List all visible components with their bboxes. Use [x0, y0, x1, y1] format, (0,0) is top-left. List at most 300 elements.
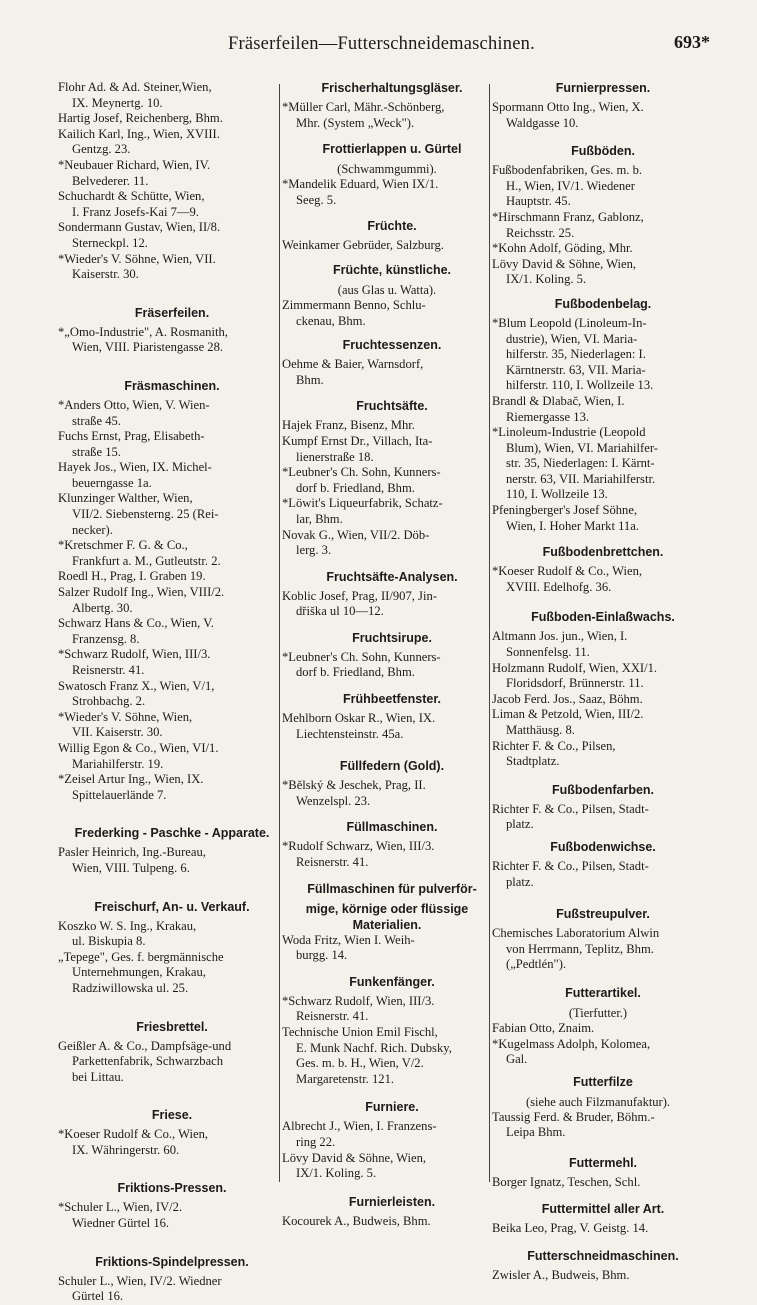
category-block — [492, 985, 704, 1068]
entry-address-line: VII/2. Siebensterng. 25 (Rei- — [72, 507, 219, 522]
category-heading: Frühbeetfenster. — [343, 692, 441, 707]
category-heading: Futterschneidmaschinen. — [527, 1249, 679, 1264]
entry-name-line: Zwisler A., Budweis, Bhm. — [492, 1268, 630, 1283]
entry-name-line: Weinkamer Gebrüder, Salzburg. — [282, 238, 444, 253]
entry-name-line: Mehlborn Oskar R., Wien, IX. — [282, 711, 436, 726]
directory-entry — [58, 398, 276, 429]
entry-list — [492, 100, 704, 131]
entry-name-line: Kailich Karl, Ing., Wien, XVIII. — [58, 126, 220, 141]
category-heading: Friese. — [151, 1108, 193, 1123]
category-heading: Fräserfeilen. — [134, 305, 210, 320]
directory-entry — [58, 919, 276, 950]
entry-name-line: Fußbodenfabriken, Ges. m. b. — [492, 163, 643, 178]
entry-name-line: Liman & Petzold, Wien, III/2. — [492, 707, 644, 722]
directory-entry — [282, 933, 492, 964]
category-block — [282, 337, 492, 388]
category-block — [58, 1254, 276, 1305]
category-heading: Futterartikel. — [565, 985, 641, 1000]
entry-name-line: Altmann Jos. jun., Wien, I. — [492, 629, 628, 644]
entry-name-line: Spormann Otto Ing., Wien, X. — [492, 100, 644, 114]
entry-list — [492, 859, 704, 890]
directory-entry — [282, 650, 492, 681]
directory-entry — [58, 950, 276, 997]
category-heading: Furniere. — [365, 1100, 419, 1115]
entry-name-line: *Linoleum-Industrie (Leopold — [492, 425, 646, 440]
directory-entry — [492, 210, 704, 241]
directory-entry — [58, 741, 276, 772]
directory-entry — [282, 839, 492, 870]
entry-name-line: *Koeser Rudolf & Co., Wien, — [492, 564, 643, 579]
entry-address-line: IX/1. Koling. 5. — [506, 272, 587, 287]
entry-address-line: 110, I. Wollzeile 13. — [506, 487, 608, 502]
category-block — [282, 691, 492, 742]
entry-list — [282, 238, 492, 254]
entry-address-line: Gal. — [506, 1052, 528, 1067]
directory-entry — [282, 1119, 492, 1150]
category-block — [58, 378, 276, 803]
entry-address-line: Gürtel 16. — [72, 1289, 124, 1304]
directory-entry — [492, 1110, 704, 1141]
category-heading: Fußböden. — [571, 144, 635, 159]
entry-name-line: *Löwit's Liqueurfabrik, Schatz- — [282, 496, 443, 511]
category-subheading: (Schwammgummi). — [337, 162, 437, 177]
directory-entry — [58, 569, 276, 585]
entry-address-line: Mhr. (System „Weck"). — [296, 115, 415, 130]
entry-name-line: *Bělský & Jeschek, Prag, II. — [282, 778, 426, 793]
entry-name-line: *Rudolf Schwarz, Wien, III/3. — [282, 839, 435, 854]
category-block — [58, 1107, 276, 1158]
entry-address-line: Albertg. 30. — [72, 600, 133, 615]
entry-name-line: Salzer Rudolf Ing., Wien, VIII/2. — [58, 585, 225, 600]
directory-entry — [282, 1025, 492, 1087]
entry-address-line: platz. — [506, 817, 534, 832]
category-block — [282, 819, 492, 870]
category-block — [58, 899, 276, 997]
entry-address-line: Franzensg. 8. — [72, 631, 140, 646]
entry-address-line: Kaiserstr. 30. — [72, 267, 139, 282]
entry-name-line: Pfeningberger's Josef Söhne, — [492, 503, 638, 518]
category-heading: Funkenfänger. — [349, 974, 435, 989]
directory-entry — [58, 679, 276, 710]
entry-list — [58, 1039, 276, 1086]
directory-entry — [58, 460, 276, 491]
directory-entry — [492, 707, 704, 738]
entry-name-line: Sondermann Gustav, Wien, II/8. — [58, 220, 221, 235]
category-heading: Futtermehl. — [568, 1155, 638, 1170]
category-block — [282, 262, 492, 329]
entry-address-line: hilferstr. 35, Niederlagen: I. — [506, 347, 646, 362]
category-block — [58, 305, 276, 356]
entry-name-line: Brandl & Dlabač, Wien, I. — [492, 393, 625, 408]
category-heading: Füllmaschinen. — [346, 820, 438, 835]
category-block — [492, 1155, 704, 1191]
entry-name-line: Borger Ignatz, Teschen, Schl. — [492, 1174, 641, 1189]
entry-list — [492, 1110, 704, 1141]
entry-address-line: lienerstraße 18. — [296, 449, 374, 464]
category-heading: Friktions-Spindelpressen. — [95, 1254, 249, 1269]
entry-address-line: IX. Währingerstr. 60. — [72, 1142, 180, 1157]
entry-list — [58, 845, 276, 876]
entry-address-line: E. Munk Nachf. Rich. Dubsky, — [296, 1040, 452, 1055]
entry-address-line: Reisnerstr. 41. — [72, 663, 145, 677]
entry-name-line: Kocourek A., Budweis, Bhm. — [282, 1213, 431, 1228]
directory-entry — [58, 585, 276, 616]
category-block — [492, 906, 704, 973]
directory-entry — [492, 316, 704, 394]
entry-name-line: Zimmermann Benno, Schlu- — [282, 297, 426, 312]
entry-name-line: *Schwarz Rudolf, Wien, III/3. — [58, 647, 211, 662]
entry-address-line: Leipa Bhm. — [506, 1125, 566, 1140]
category-heading: Futtermittel aller Art. — [541, 1201, 665, 1216]
category-heading: Frederking - Paschke - Apparate. — [74, 826, 270, 841]
category-heading-continuation: Materialien. — [352, 917, 422, 932]
category-heading: Frottierlappen u. Gürtel — [322, 142, 462, 157]
entry-address-line: Seeg. 5. — [296, 192, 337, 207]
entry-name-line: *Schwarz Rudolf, Wien, III/3. — [282, 993, 435, 1008]
category-block — [58, 1019, 276, 1086]
directory-entry — [282, 465, 492, 496]
entry-name-line: *Zeisel Artur Ing., Wien, IX. — [58, 772, 204, 787]
category-heading: Fußstreupulver. — [556, 907, 650, 922]
entry-name-line: *Wieder's V. Söhne, Wien, VII. — [58, 251, 216, 266]
entry-name-line: Holzmann Rudolf, Wien, XXI/1. — [492, 660, 658, 675]
entry-address-line: lerg. 3. — [296, 543, 332, 558]
entry-address-line: dorf b. Friedland, Bhm. — [296, 480, 415, 495]
entry-name-line: *Koeser Rudolf & Co., Wien, — [58, 1127, 209, 1142]
entry-address-line: straße 15. — [72, 444, 121, 459]
entry-address-line: Reichsstr. 25. — [506, 225, 575, 240]
entry-list — [282, 298, 492, 329]
directory-entry — [282, 238, 492, 254]
entry-name-line: *Kohn Adolf, Göding, Mhr. — [492, 241, 633, 256]
directory-entry — [58, 429, 276, 460]
entry-list — [282, 1214, 492, 1230]
entry-address-line: H., Wien, IV/1. Wiedener — [506, 178, 635, 193]
entry-list — [492, 316, 704, 534]
entry-list — [58, 1274, 276, 1305]
entry-name-line: Flohr Ad. & Ad. Steiner,Wien, — [58, 80, 212, 94]
entry-address-line: Gentzg. 23. — [72, 142, 131, 157]
page-title: Fräserfeilen—Futterschneidemaschinen. — [228, 34, 535, 54]
entry-address-line: platz. — [506, 874, 534, 889]
entry-address-line: beuerngasse 1a. — [72, 475, 152, 490]
entry-address-line: Riemergasse 13. — [506, 409, 590, 424]
entry-address-line: dorf b. Friedland, Bhm. — [296, 665, 415, 680]
entry-list — [58, 80, 276, 283]
entry-name-line: Fuchs Ernst, Prag, Elisabeth- — [58, 429, 205, 444]
directory-entry — [282, 100, 492, 131]
directory-entry — [492, 100, 704, 131]
entry-address-line: I. Franz Josefs-Kai 7—9. — [72, 204, 199, 219]
directory-entry — [282, 994, 492, 1025]
entry-list — [58, 398, 276, 803]
entry-address-line: von Herrmann, Teplitz, Bhm. — [506, 941, 654, 956]
category-block — [492, 1248, 704, 1284]
entry-address-line: Reisnerstr. 41. — [296, 1009, 369, 1024]
entry-name-line: *Wieder's V. Söhne, Wien, — [58, 709, 193, 724]
category-block — [492, 1201, 704, 1237]
directory-entry — [58, 1200, 276, 1231]
entry-name-line: Hajek Franz, Bisenz, Mhr. — [282, 418, 415, 433]
directory-entry — [58, 80, 276, 111]
entry-name-line: *Hirschmann Franz, Gablonz, — [492, 209, 644, 224]
entry-list — [492, 629, 704, 769]
entry-address-line: Sterneckpl. 12. — [72, 235, 148, 250]
entry-name-line: Taussig Ferd. & Bruder, Böhm.- — [492, 1109, 655, 1124]
directory-entry — [58, 325, 276, 356]
category-block — [492, 782, 704, 833]
entry-address-line: Hauptstr. 45. — [506, 194, 571, 209]
entry-address-line: Reisnerstr. 41. — [296, 855, 369, 870]
category-block — [282, 630, 492, 681]
entry-name-line: Hayek Jos., Wien, IX. Michel- — [58, 460, 212, 475]
directory-entry — [492, 241, 704, 257]
directory-entry — [58, 1127, 276, 1158]
directory-entry — [58, 220, 276, 251]
entry-name-line: „Tepege", Ges. f. bergmännische — [58, 949, 224, 964]
entry-address-line: Margaretenstr. 121. — [296, 1071, 395, 1086]
entry-name-line: Richter F. & Co., Pilsen, Stadt- — [492, 858, 649, 873]
entry-address-line: Wien, VIII. Piaristengasse 28. — [72, 340, 224, 355]
entry-address-line: lar, Bhm. — [296, 511, 343, 526]
entry-address-line: Wiedner Gürtel 16. — [72, 1216, 170, 1231]
category-heading: Früchte, künstliche. — [332, 262, 452, 277]
directory-entry — [492, 394, 704, 425]
category-block — [282, 569, 492, 620]
entry-address-line: Sonnenfelsg. 11. — [506, 645, 590, 660]
entry-name-line: *„Omo-Industrie", A. Rosmanith, — [58, 324, 228, 339]
entry-list — [282, 418, 492, 558]
category-heading: Furnierpressen. — [555, 81, 651, 95]
entry-address-line: Mariahilferstr. 19. — [72, 756, 164, 771]
category-heading: Fußbodenwichse. — [550, 839, 656, 854]
directory-entry — [492, 257, 704, 288]
entry-list — [282, 177, 492, 208]
entry-address-line: ckenau, Bhm. — [296, 313, 366, 328]
directory-entry — [492, 1268, 704, 1284]
entry-name-line: *Neubauer Richard, Wien, IV. — [58, 157, 211, 172]
directory-entry — [492, 1037, 704, 1068]
entry-address-line: Spittelauerlände 7. — [72, 787, 167, 802]
directory-entry — [282, 778, 492, 809]
entry-list — [492, 1175, 704, 1191]
entry-name-line: *Schuler L., Wien, IV/2. — [58, 1200, 183, 1215]
entry-address-line: Wenzelspl. 23. — [296, 793, 371, 808]
entry-list — [282, 778, 492, 809]
category-block — [58, 80, 276, 283]
entry-address-line: straße 45. — [72, 413, 121, 428]
category-heading: Fußboden-Einlaßwachs. — [531, 610, 675, 625]
column-divider — [279, 84, 280, 1182]
directory-entry — [58, 845, 276, 876]
directory-entry — [58, 252, 276, 283]
directory-entry — [282, 298, 492, 329]
column-1 — [58, 80, 276, 1305]
category-block — [282, 1194, 492, 1230]
entry-name-line: Chemisches Laboratorium Alwin — [492, 926, 660, 941]
entry-list — [492, 926, 704, 973]
entry-address-line: ul. Biskupia 8. — [72, 934, 146, 949]
entry-address-line: Blum), Wien, VI. Mariahilfer- — [506, 440, 658, 455]
entry-address-line: Parkettenfabrik, Schwarzbach — [72, 1054, 224, 1069]
entry-list — [492, 1221, 704, 1237]
entry-name-line: Novak G., Wien, VII/2. Döb- — [282, 527, 430, 542]
entry-address-line: VII. Kaiserstr. 30. — [72, 725, 163, 740]
page-number: 693* — [674, 32, 710, 52]
entry-address-line: dřiška ul 10—12. — [296, 604, 384, 619]
entry-address-line: bei Littau. — [72, 1069, 124, 1084]
entry-list — [282, 650, 492, 681]
directory-entry — [492, 802, 704, 833]
category-block — [282, 1099, 492, 1181]
entry-address-line: necker). — [72, 522, 113, 537]
entry-name-line: *Müller Carl, Mähr.-Schönberg, — [282, 100, 445, 114]
entry-address-line: Wien, I. Hoher Markt 11a. — [506, 518, 639, 533]
entry-list — [282, 1119, 492, 1181]
category-block — [282, 758, 492, 809]
category-heading: Friktions-Pressen. — [117, 1181, 227, 1196]
directory-entry — [282, 496, 492, 527]
entry-name-line: *Anders Otto, Wien, V. Wien- — [58, 397, 210, 412]
category-block — [492, 296, 704, 534]
entry-address-line: Frankfurt a. M., Gutleutstr. 2. — [72, 553, 221, 568]
directory-entry — [492, 1221, 704, 1237]
directory-entry — [58, 189, 276, 220]
entry-list — [58, 919, 276, 997]
entry-name-line: Schwarz Hans & Co., Wien, V. — [58, 616, 214, 631]
entry-name-line: Richter F. & Co., Pilsen, Stadt- — [492, 801, 649, 816]
entry-address-line: dustrie), Wien, VI. Maria- — [506, 331, 638, 346]
category-heading-continuation: mige, körnige oder flüssige — [305, 901, 469, 916]
category-subheading: (Tierfutter.) — [568, 1005, 628, 1020]
category-heading: Futterfilze — [573, 1074, 633, 1089]
entry-name-line: Albrecht J., Wien, I. Franzens- — [282, 1119, 437, 1134]
entry-name-line: Technische Union Emil Fischl, — [282, 1025, 438, 1039]
category-heading: Furnierleisten. — [348, 1194, 436, 1209]
directory-entry — [58, 647, 276, 678]
entry-address-line: Bhm. — [296, 372, 324, 387]
category-heading: Fruchtsirupe. — [352, 630, 432, 645]
entry-name-line: Richter F. & Co., Pilsen, — [492, 738, 616, 753]
category-block — [282, 881, 492, 964]
entry-address-line: IX/1. Koling. 5. — [296, 1166, 377, 1181]
directory-entry — [58, 616, 276, 647]
directory-entry — [492, 692, 704, 708]
entry-name-line: Oehme & Baier, Warnsdorf, — [282, 357, 424, 372]
directory-entry — [282, 434, 492, 465]
entry-address-line: IX. Meynertg. 10. — [72, 95, 163, 110]
entry-list — [58, 1127, 276, 1158]
entry-list — [492, 564, 704, 595]
entry-list — [58, 1200, 276, 1231]
entry-list — [58, 325, 276, 356]
category-heading: Fußbodenfarben. — [551, 782, 655, 797]
entry-address-line: str. 35, Niederlagen: I. Kärnt- — [506, 456, 655, 471]
directory-entry — [492, 661, 704, 692]
entry-address-line: Stadtplatz. — [506, 754, 560, 769]
entry-address-line: Waldgasse 10. — [506, 115, 579, 130]
directory-entry — [492, 163, 704, 210]
category-heading: Frischerhaltungsgläser. — [321, 81, 463, 95]
entry-address-line: Wien, VIII. Tulpeng. 6. — [72, 860, 190, 875]
directory-entry — [492, 425, 704, 503]
entry-name-line: *Kretschmer F. G. & Co., — [58, 538, 188, 553]
entry-name-line: Kumpf Ernst Dr., Villach, Ita- — [282, 433, 433, 448]
category-heading: Füllfedern (Gold). — [339, 759, 445, 774]
entry-name-line: Swatosch Franz X., Wien, V/1, — [58, 678, 215, 693]
directory-entry — [58, 538, 276, 569]
entry-address-line: Floridsdorf, Brünnerstr. 11. — [506, 676, 644, 691]
category-heading: Fruchtsäfte-Analysen. — [326, 569, 458, 584]
entry-list — [282, 933, 492, 964]
entry-list — [282, 357, 492, 388]
entry-name-line: Lövy David & Söhne, Wien, — [282, 1150, 427, 1165]
category-block — [58, 825, 276, 876]
category-subheading: (siehe auch Filzmanufaktur). — [525, 1094, 671, 1109]
category-subheading: (aus Glas u. Watta). — [337, 282, 437, 297]
category-heading: Freischurf, An- u. Verkauf. — [94, 899, 250, 914]
entry-list — [492, 802, 704, 833]
entry-name-line: Koblic Josef, Prag, II/907, Jin- — [282, 588, 437, 603]
category-block — [492, 544, 704, 595]
directory-entry — [58, 772, 276, 803]
directory-entry — [492, 564, 704, 595]
directory-entry — [282, 357, 492, 388]
directory-entry — [282, 1151, 492, 1182]
entry-list — [282, 100, 492, 131]
entry-address-line: nerstr. 63, VII. Mariahilferstr. — [506, 471, 656, 486]
directory-entry — [492, 503, 704, 534]
category-block — [282, 141, 492, 208]
category-block — [58, 1180, 276, 1231]
directory-entry — [58, 710, 276, 741]
category-heading: Fußbodenbelag. — [554, 296, 652, 311]
entry-list — [492, 1021, 704, 1068]
entry-name-line: Roedl H., Prag, I. Graben 19. — [58, 569, 206, 584]
directory-entry — [282, 418, 492, 434]
entry-name-line: *Blum Leopold (Linoleum-In- — [492, 315, 647, 330]
entry-name-line: Lövy David & Söhne, Wien, — [492, 256, 637, 271]
entry-address-line: Radziwillowska ul. 25. — [72, 980, 189, 995]
directory-entry — [58, 1039, 276, 1086]
entry-list — [282, 711, 492, 742]
entry-name-line: Fabian Otto, Znaim. — [492, 1020, 595, 1035]
entry-name-line: Hartig Josef, Reichenberg, Bhm. — [58, 111, 223, 126]
entry-name-line: Klunzinger Walther, Wien, — [58, 491, 193, 506]
column-3 — [492, 80, 704, 1284]
directory-entry — [492, 739, 704, 770]
category-heading: Fruchtsäfte. — [356, 399, 428, 414]
entry-address-line: hilferstr. 110, I. Wollzeile 13. — [506, 378, 654, 393]
entry-address-line: burgg. 14. — [296, 948, 348, 963]
page-header — [60, 34, 710, 58]
category-block — [282, 218, 492, 254]
entry-address-line: („Pedtlén"). — [506, 957, 567, 972]
category-heading: Fruchtessenzen. — [342, 338, 442, 353]
entry-name-line: Schuler L., Wien, IV/2. Wiedner — [58, 1273, 222, 1288]
entry-list — [282, 994, 492, 1088]
directory-entry — [58, 111, 276, 127]
directory-entry — [58, 1274, 276, 1305]
entry-address-line: Liechtensteinstr. 45a. — [296, 726, 404, 741]
entry-list — [282, 589, 492, 620]
entry-name-line: *Kugelmass Adolph, Kolomea, — [492, 1036, 651, 1051]
category-block — [282, 398, 492, 558]
entry-name-line: *Leubner's Ch. Sohn, Kunners- — [282, 649, 441, 664]
entry-name-line: Geißler A. & Co., Dampfsäge-und — [58, 1038, 232, 1053]
directory-entry — [282, 1214, 492, 1230]
directory-entry — [492, 859, 704, 890]
